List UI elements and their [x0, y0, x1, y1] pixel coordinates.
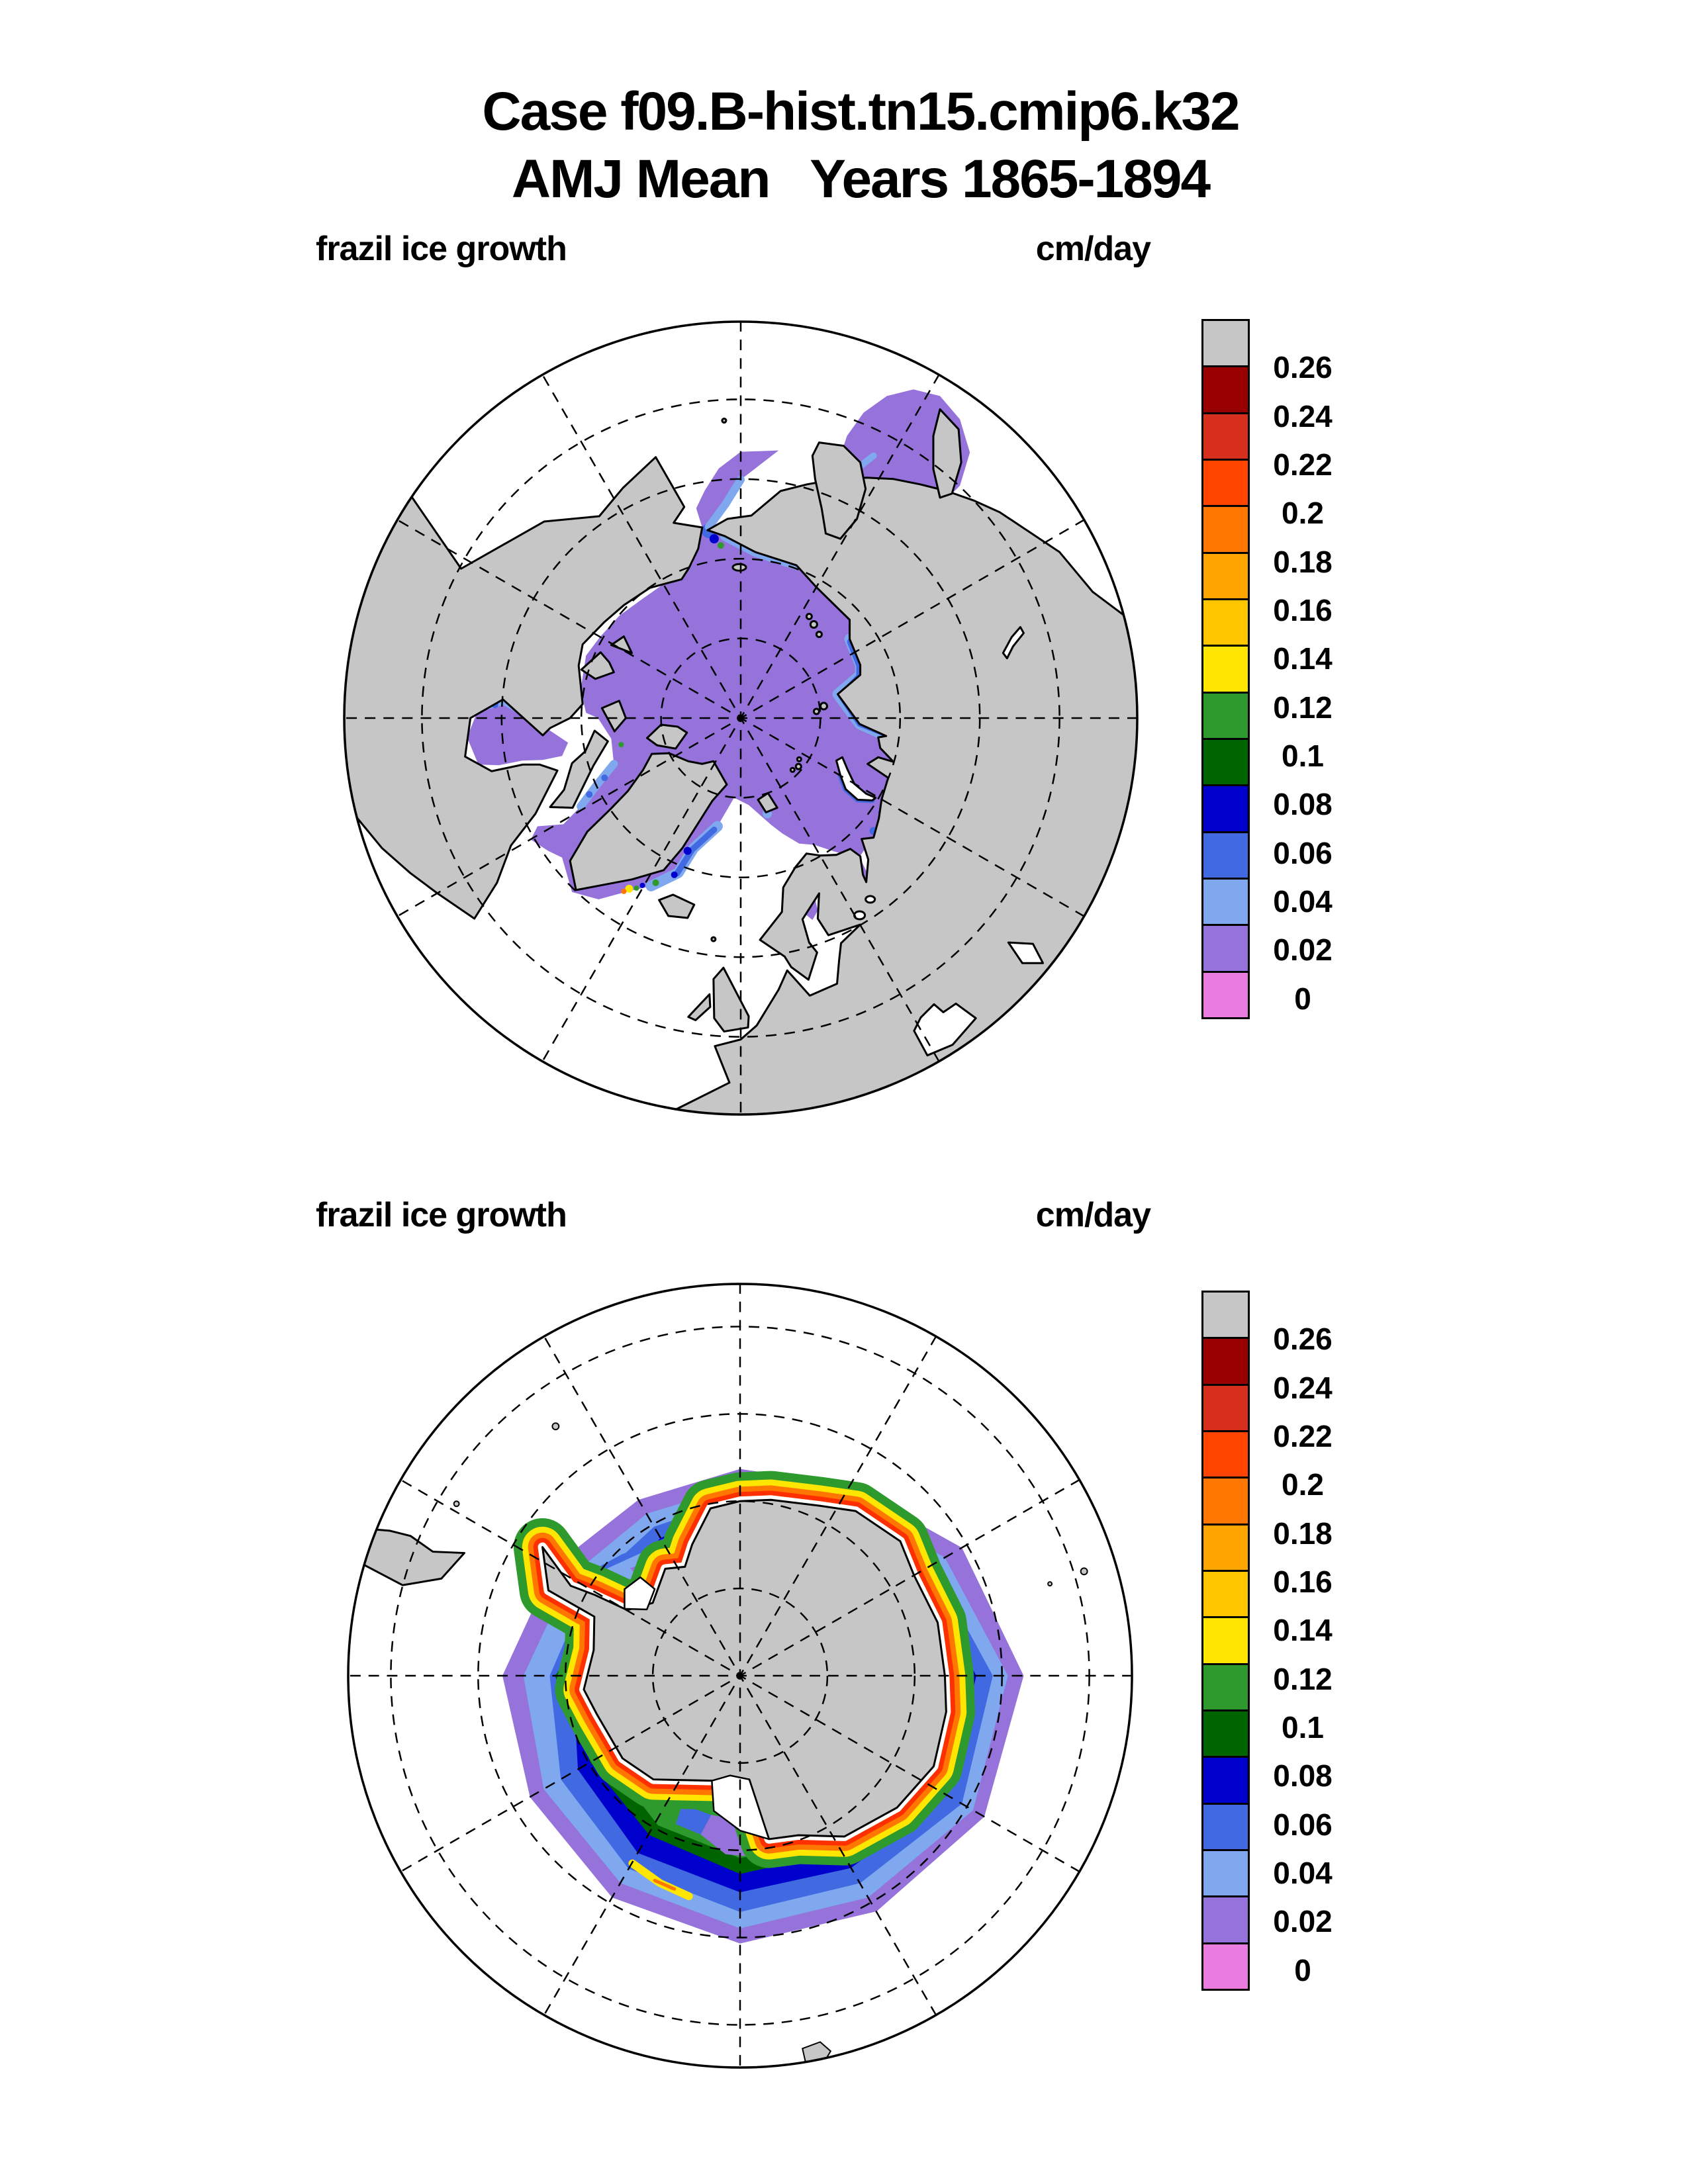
colorbar-cell — [1201, 1709, 1250, 1758]
colorbar-tick-label: 0.12 — [1273, 690, 1333, 725]
colorbar-north — [1201, 319, 1360, 1054]
colorbar-tick-label: 0.2 — [1282, 1467, 1324, 1502]
colorbar-tick-label: 0 — [1294, 1952, 1311, 1987]
colorbar-cell — [1201, 738, 1250, 786]
colorbar-cell — [1201, 459, 1250, 507]
colorbar-cell — [1201, 1337, 1250, 1385]
colorbar-cell — [1201, 319, 1250, 367]
arctic-map — [342, 320, 1139, 1116]
colorbar-cell — [1201, 784, 1250, 833]
colorbar-tick-label: 0.14 — [1273, 1613, 1333, 1648]
colorbar-tick-label: 0.24 — [1273, 1370, 1333, 1405]
colorbar-tick-label: 0.02 — [1273, 933, 1333, 968]
colorbar-cell — [1201, 645, 1250, 693]
south-variable-label: frazil ice growth — [316, 1196, 567, 1234]
colorbar-south — [1201, 1291, 1360, 2025]
colorbar-tick-label: 0.06 — [1273, 835, 1333, 870]
colorbar-tick-label: 0.2 — [1282, 496, 1324, 531]
colorbar-cell — [1201, 505, 1250, 553]
colorbar-cell — [1201, 1477, 1250, 1525]
north-units-label: cm/day — [1035, 230, 1150, 268]
colorbar-cell — [1201, 412, 1250, 461]
colorbar-cell — [1201, 365, 1250, 414]
colorbar-tick-label: 0.14 — [1273, 641, 1333, 676]
colorbar-cell — [1201, 831, 1250, 880]
colorbar-cell — [1201, 1942, 1250, 1991]
colorbar-cell — [1201, 924, 1250, 972]
colorbar-tick-label: 0.22 — [1273, 1418, 1333, 1453]
colorbar-tick-label: 0.04 — [1273, 884, 1333, 919]
colorbar-cell — [1201, 1570, 1250, 1618]
colorbar-tick-label: 0.16 — [1273, 1564, 1333, 1599]
colorbar-cell — [1201, 1430, 1250, 1479]
colorbar-tick-label: 0.16 — [1273, 592, 1333, 627]
colorbar-cell — [1201, 1895, 1250, 1944]
colorbar-tick-label: 0.1 — [1282, 738, 1324, 773]
colorbar-cell — [1201, 1524, 1250, 1572]
colorbar-cell — [1201, 692, 1250, 740]
colorbar-tick-label: 0 — [1294, 981, 1311, 1016]
antarctic-map — [346, 1282, 1134, 2070]
colorbar-tick-label: 0.04 — [1273, 1855, 1333, 1890]
colorbar-cell — [1201, 1663, 1250, 1711]
colorbar-tick-label: 0.12 — [1273, 1661, 1333, 1696]
colorbar-tick-label: 0.26 — [1273, 1322, 1333, 1357]
colorbar-cell — [1201, 971, 1250, 1019]
colorbar-cell — [1201, 1849, 1250, 1897]
south-units-label: cm/day — [1035, 1196, 1150, 1234]
colorbar-tick-label: 0.18 — [1273, 544, 1333, 579]
colorbar-tick-label: 0.1 — [1282, 1709, 1324, 1745]
colorbar-tick-label: 0.08 — [1273, 787, 1333, 822]
colorbar-cell — [1201, 1803, 1250, 1851]
colorbar-tick-label: 0.06 — [1273, 1807, 1333, 1842]
colorbar-cell — [1201, 552, 1250, 600]
colorbar-tick-label: 0.22 — [1273, 447, 1333, 482]
colorbar-tick-label: 0.08 — [1273, 1758, 1333, 1794]
colorbar-cell — [1201, 1384, 1250, 1432]
colorbar-tick-label: 0.26 — [1273, 350, 1333, 385]
case-title: Case f09.B-hist.tn15.cmip6.k32 — [482, 81, 1239, 142]
colorbar-cell — [1201, 1616, 1250, 1664]
colorbar-cell — [1201, 878, 1250, 926]
north-variable-label: frazil ice growth — [316, 230, 567, 268]
season-years-title: AMJ Mean Years 1865-1894 — [511, 149, 1210, 209]
colorbar-cell — [1201, 1756, 1250, 1804]
colorbar-cell — [1201, 598, 1250, 647]
colorbar-tick-label: 0.02 — [1273, 1904, 1333, 1939]
colorbar-tick-label: 0.24 — [1273, 398, 1333, 433]
colorbar-tick-label: 0.18 — [1273, 1516, 1333, 1551]
colorbar-cell — [1201, 1291, 1250, 1339]
